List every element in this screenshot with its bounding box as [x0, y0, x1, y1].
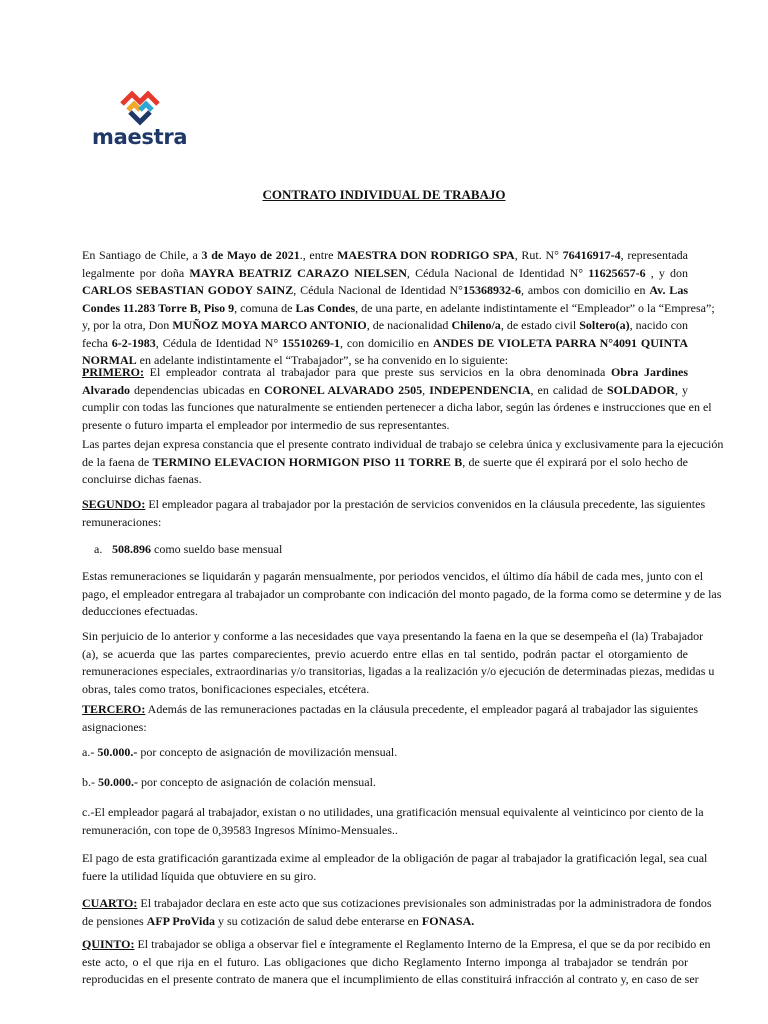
clause-label: SEGUNDO:: [82, 497, 146, 511]
clause-label: QUINTO:: [82, 937, 135, 951]
base-salary: 508.896: [112, 542, 151, 556]
faena-name: TERMINO ELEVACION HORMIGON PISO 11 TORRE B: [152, 454, 463, 469]
allowance-a: a.- 50.000.- por concepto de asignación de movilización mensual.: [82, 745, 398, 759]
clause-label: PRIMERO:: [82, 365, 144, 379]
pension-fund: AFP ProVida: [146, 913, 215, 928]
clause-label: TERCERO:: [82, 702, 146, 716]
logo-wordmark: maestra: [92, 125, 188, 149]
clause-primero: PRIMERO: El empleador contrata al trabajador para que preste sus servicios en la obra denominada Obra Jardines Alvarado dependencias ubicadas en CORONEL ALVARADO 2505, INDEPENDENCIA, en calidad de SOLDADOR, y cumplir con todas las funciones que naturalmente se entienden pertenecer a dicha labor, según las órdenes e instrucciones que en el presente o futuro imparta el empleador por intermedio de sus representantes.: [82, 365, 712, 432]
perjuicio-paragraph: Sin perjuicio de lo anterior y conforme a las necesidades que vaya presentando la faena en la que se desempeña el (la) Trabajador (a), se acuerda que las partes comparecientes, previo acuerdo entre ellas en tal sentido, podrán pactar el otorgamiento de remuneraciones especiales, extraordinarias y/o transitorias, ligadas a la realización y/o ejecución de determinadas piezas, medidas u obras, tales como tratos, bonificaciones especiales, etcétera.: [82, 629, 715, 696]
mobility-allowance: 50.000.-: [97, 745, 138, 759]
clause-quinto: QUINTO: El trabajador se obliga a observar fiel e íntegramente el Reglamento Interno de la Empresa, el que se da por recibido en este acto, o el que rija en el futuro. Las obligaciones que dicho Reglamento Interno imponga al trabajador se tendrán por reproducidas en el presente contrato de manera que el incumplimiento de ellas constituirá infracción al contrato y, en caso de ser: [82, 937, 711, 986]
maestra-logo-icon: [92, 86, 188, 126]
intro-paragraph: En Santiago de Chile, a 3 de Mayo de 2021., entre MAESTRA DON RODRIGO SPA, Rut. N° 76416917-4, representada legalmente por doña MAYRA BEATRIZ CARAZO NIELSEN, Cédula Nacional de Identidad N° 11625657-6 , y don CARLOS SEBASTIAN GODOY SAINZ, Cédula Nacional de Identidad N°15368932-6, ambos con domicilio en Av. Las Condes 11.283 Torre B, Piso 9, comuna de Las Condes, de una parte, en adelante indistintamente el “Empleador” o la “Empresa”; y, por la otra, Don MUÑOZ MOYA MARCO ANTONIO, de nacionalidad Chileno/a, de estado civil Soltero(a), nacido con fecha 6-2-1983, Cédula de Identidad N° 15510269-1, con domicilio en ANDES DE VIOLETA PARRA N°4091 QUINTA NORMAL en adelante indistintamente el “Trabajador”, se ha convenido en lo siguiente:: [82, 248, 715, 367]
allowance-c: c.-El empleador pagará al trabajador, existan o no utilidades, una gratificación mensual equivalente al veinticinco por ciento de la remuneración, con tope de 0,39583 Ingresos Mínimo-Mensuales..: [82, 805, 704, 837]
contract-date: 3 de Mayo de 2021: [201, 248, 300, 262]
clause-tercero: TERCERO: Además de las remuneraciones pactadas en la cláusula precedente, el empleador pagará al trabajador las siguientes asignaciones:: [82, 702, 699, 734]
clause-label: CUARTO:: [82, 896, 138, 910]
worker-name: MUÑOZ MOYA MARCO ANTONIO: [172, 318, 367, 332]
representative-2: CARLOS SEBASTIAN GODOY SAINZ: [82, 283, 294, 297]
salary-item: a. 508.896 como sueldo base mensual: [94, 542, 283, 556]
company-logo: [92, 86, 188, 152]
gratificacion-paragraph: El pago de esta gratificación garantizada exime al empleador de la obligación de pagar al trabajador la gratificación legal, sea cual fuere la utilidad líquida que obtuviere en su giro.: [82, 851, 708, 883]
worker-id: 15510269-1: [282, 335, 340, 350]
worker-address: ANDES DE VIOLETA PARRA N°4091 QUINTA: [432, 335, 688, 350]
faena-paragraph: Las partes dejan expresa constancia que el presente contrato individual de trabajo se celebra única y exclusivamente para la ejecución de la faena de TERMINO ELEVACION HORMIGON PISO 11 TORRE B, de suerte que él expirará por el solo hecho de concluirse dichas faenas.: [82, 437, 724, 486]
health-provider: FONASA.: [421, 913, 475, 928]
clause-cuarto: CUARTO: El trabajador declara en este acto que sus cotizaciones previsionales son administradas por la administradora de fondos de pensiones AFP ProVida y su cotización de salud debe enterarse en FONASA.: [82, 896, 712, 928]
representative-1: MAYRA BEATRIZ CARAZO NIELSEN: [189, 265, 407, 280]
allowance-b: b.- 50.000.- por concepto de asignación de colación mensual.: [82, 775, 376, 789]
worker-birthdate: 6-2-1983: [111, 335, 156, 350]
clause-segundo: SEGUNDO: El empleador pagara al trabajador por la prestación de servicios convenidos en la cláusula precedente, las siguientes remuneraciones:: [82, 497, 706, 529]
company-name: MAESTRA DON RODRIGO SPA: [337, 248, 515, 262]
document-title: CONTRATO INDIVIDUAL DE TRABAJO: [262, 187, 506, 202]
worker-role: SOLDADOR: [606, 382, 675, 397]
meal-allowance: 50.000.-: [98, 775, 138, 789]
liquidacion-paragraph: Estas remuneraciones se liquidarán y pagarán mensualmente, por periodos vencidos, el último día hábil de cada mes, junto con el pago, el empleador entregara al trabajador un comprobante con indicación del monto pagado, de la forma como se determine y de las deducciones efectuadas.: [82, 569, 722, 618]
company-address: Condes 11.283 Torre B, Piso 9: [82, 300, 235, 315]
company-rut: 76416917-4: [562, 248, 621, 262]
